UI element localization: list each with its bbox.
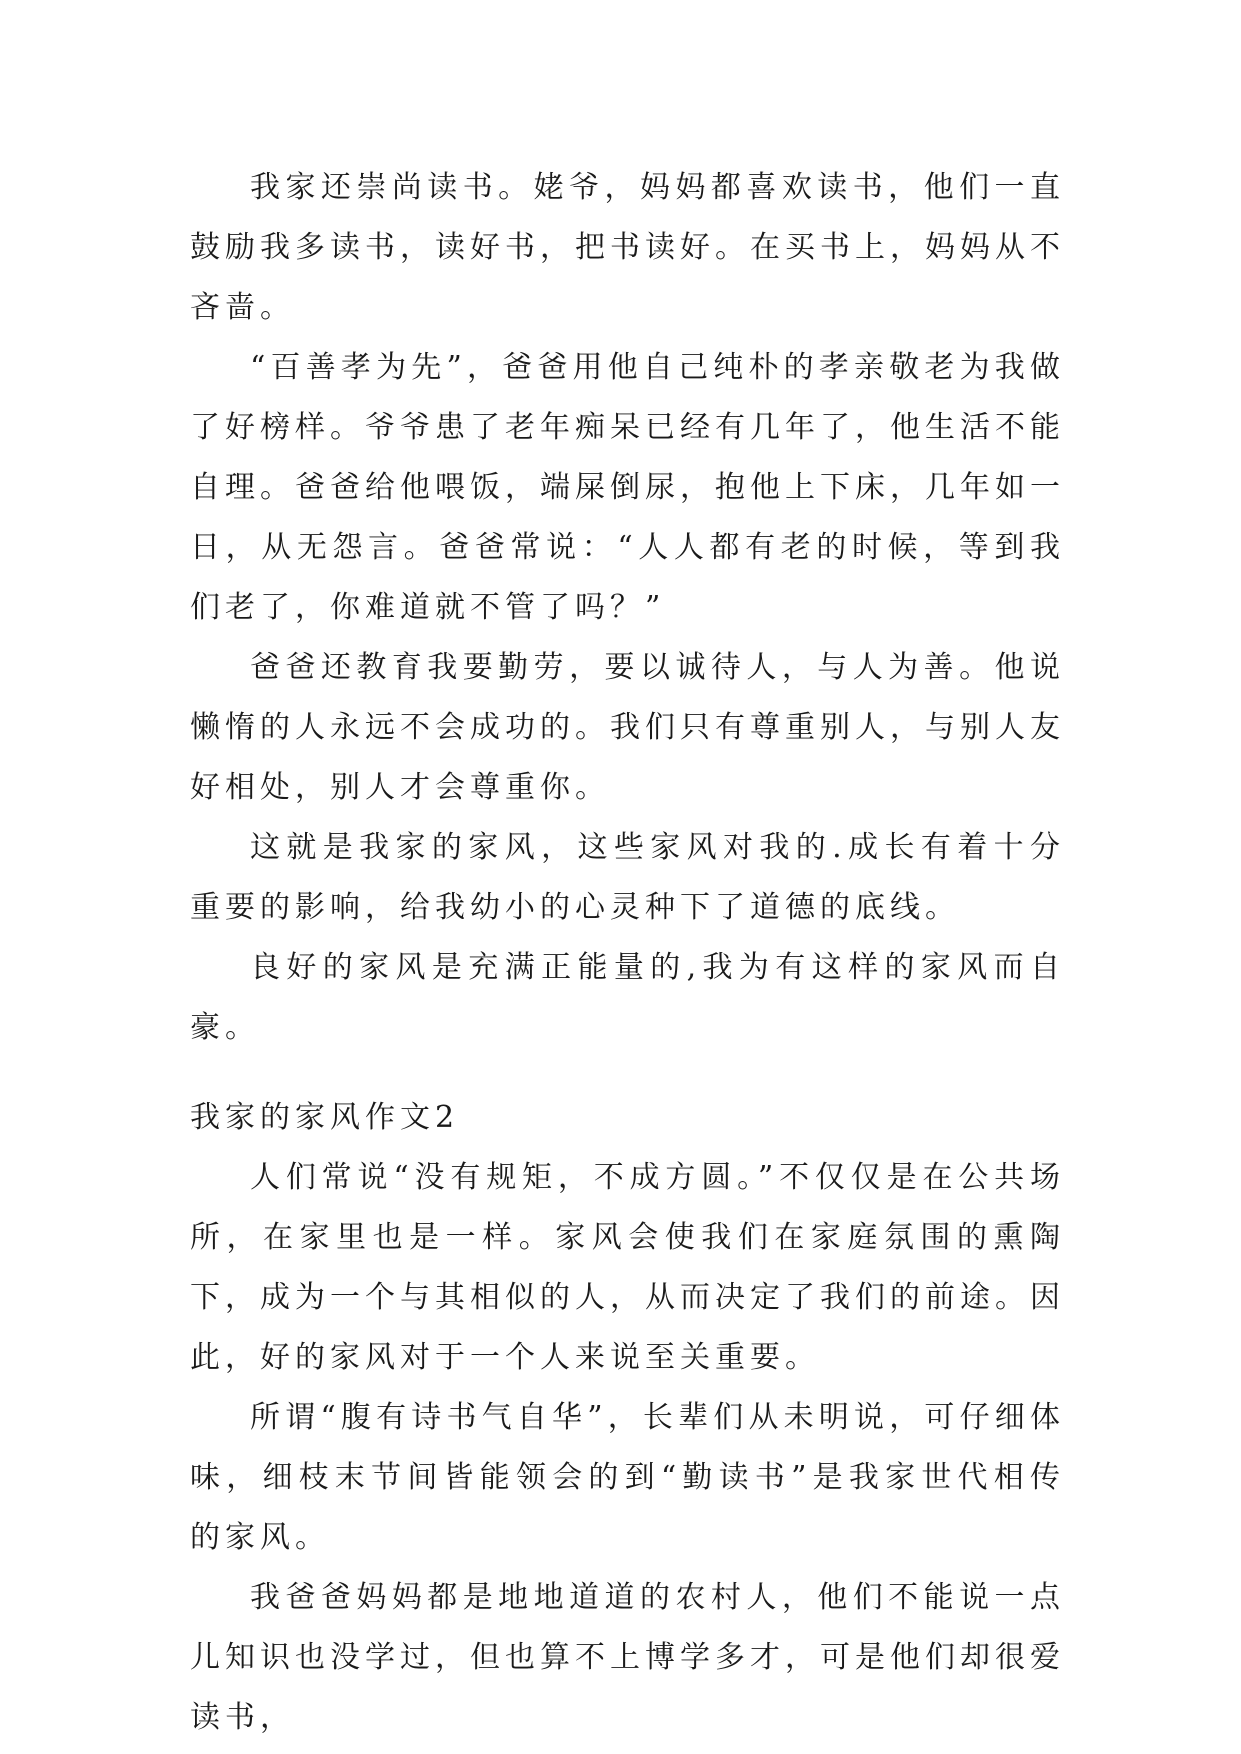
- paragraph: “百善孝为先”，爸爸用他自己纯朴的孝亲敬老为我做了好榜样。爷爷患了老年痴呆已经有几年了，他生活不能自理。爸爸给他喂饭，端屎倒尿，抱他上下床，几年如一日，从无怨言。爸爸常说：“人人都有老的时候，等到我们老了，你难道就不管了吗？”: [190, 350, 1065, 625]
- paragraph: 人们常说“没有规矩，不成方圆。”不仅仅是在公共场所，在家里也是一样。家风会使我们在家庭氛围的熏陶下，成为一个与其相似的人，从而决定了我们的前途。因此，好的家风对于一个人来说至关重要。: [190, 1160, 1065, 1375]
- paragraph: 我家还崇尚读书。姥爷，妈妈都喜欢读书，他们一直鼓励我多读书，读好书，把书读好。在买书上，妈妈从不吝啬。: [190, 170, 1065, 325]
- paragraph: 我爸爸妈妈都是地地道道的农村人，他们不能说一点儿知识也没学过，但也算不上博学多才，可是他们却很爱读书，: [190, 1580, 1065, 1735]
- paragraph: 良好的家风是充满正能量的,我为有这样的家风而自豪。: [190, 950, 1065, 1045]
- paragraph: 爸爸还教育我要勤劳，要以诚待人，与人为善。他说懒惰的人永远不会成功的。我们只有尊重别人，与别人友好相处，别人才会尊重你。: [190, 650, 1065, 805]
- paragraph: 这就是我家的家风，这些家风对我的.成长有着十分重要的影响，给我幼小的心灵种下了道德的底线。: [190, 830, 1065, 925]
- section-title: 我家的家风作文2: [190, 1100, 460, 1135]
- document-body: [190, 158, 1065, 1748]
- paragraph: 所谓“腹有诗书气自华”，长辈们从未明说，可仔细体味，细枝末节间皆能领会的到“勤读书”是我家世代相传的家风。: [190, 1400, 1065, 1555]
